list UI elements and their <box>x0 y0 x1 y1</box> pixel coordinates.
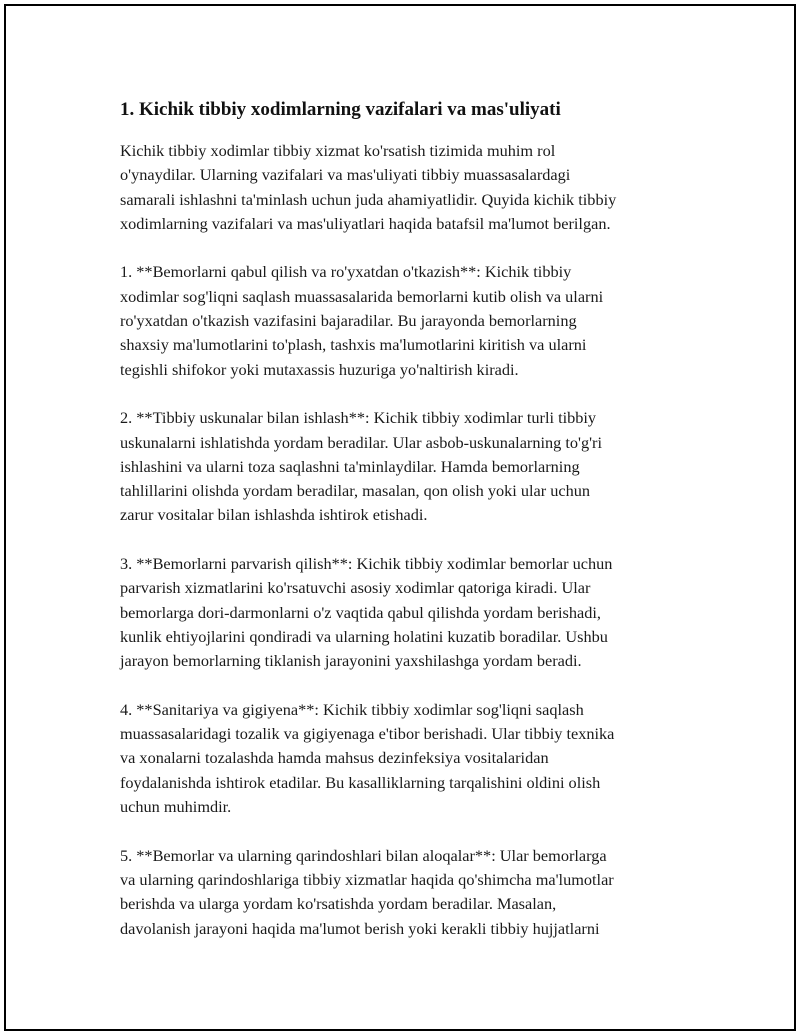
paragraph-item-4: 4. **Sanitariya va gigiyena**: Kichik tibbiy xodimlar sog'liqni saqlash muassasalaridagi tozalik va gigiyenaga e'tibor berishadi. Ular tibbiy texnika va xonalarni tozalashda hamda mahsus dezinfeksiya vositalaridan foydalanishda ishtirok etadilar. Bu kasalliklarning tarqalishini oldini olish uchun muhimdir. <box>120 699 615 817</box>
paragraph-item-2: 2. **Tibbiy uskunalar bilan ishlash**: Kichik tibbiy xodimlar turli tibbiy uskunalarni ishlatishda yordam beradilar. Ular asbob-uskunalarning to'g'ri ishlashini va ularni toza saqlashni ta'minlaydilar. Hamda bemorlarning tahlillarini olishda yordam beradilar, masalan, qon olish yoki ular uchun zarur vositalar bilan ishlashda ishtirok etishadi. <box>120 408 602 525</box>
document-page <box>4 4 796 1031</box>
intro-paragraph: Kichik tibbiy xodimlar tibbiy xizmat ko'rsatish tizimida muhim rol o'ynaydilar. Ularning vazifalari va mas'uliyati tibbiy muassasalardagi samarali ishlashni ta'minlash uchun juda ahamiyatlidir. Quyida kichik tibbiy xodimlarning vazifalari va mas'uliyatlari haqida batafsil ma'lumot berilgan. <box>120 141 617 233</box>
paragraph-item-5: 5. **Bemorlar va ularning qarindoshlari bilan aloqalar**: Ular bemorlarga va ularning qarindoshlariga tibbiy xizmatlar haqida qo'shimcha ma'lumotlar berishda va ularga yordam ko'rsatishda yordam beradilar. Masalan, davolanish jarayoni haqida ma'lumot berish yoki kerakli tibbiy hujjatlarni <box>120 845 614 938</box>
document-body <box>120 98 690 965</box>
paragraph-item-3: 3. **Bemorlarni parvarish qilish**: Kichik tibbiy xodimlar bemorlar uchun parvarish xizmatlarini ko'rsatuvchi asosiy xodimlar qatoriga kiradi. Ular bemorlarga dori-darmonlarni o'z vaqtida qabul qilishda yordam berishadi, kunlik ehtiyojlarini qondiradi va ularning holatini kuzatib boradilar. Ushbu jarayon bemorlarning tiklanish jarayonini yaxshilashga yordam beradi. <box>120 554 613 671</box>
document-title: 1. Kichik tibbiy xodimlarning vazifalari va mas'uliyati <box>120 99 561 120</box>
paragraph-item-1: 1. **Bemorlarni qabul qilish va ro'yxatdan o'tkazish**: Kichik tibbiy xodimlar sog'liqni saqlash muassasalarida bemorlarni kutib olish va ularni ro'yxatdan o'tkazish vazifasini bajaradilar. Bu jarayonda bemorlarning shaxsiy ma'lumotlarini to'plash, tashxis ma'lumotlarini kiritish va ularni tegishli shifokor yoki mutaxassis huzuriga yo'naltirish kiradi. <box>120 262 604 379</box>
